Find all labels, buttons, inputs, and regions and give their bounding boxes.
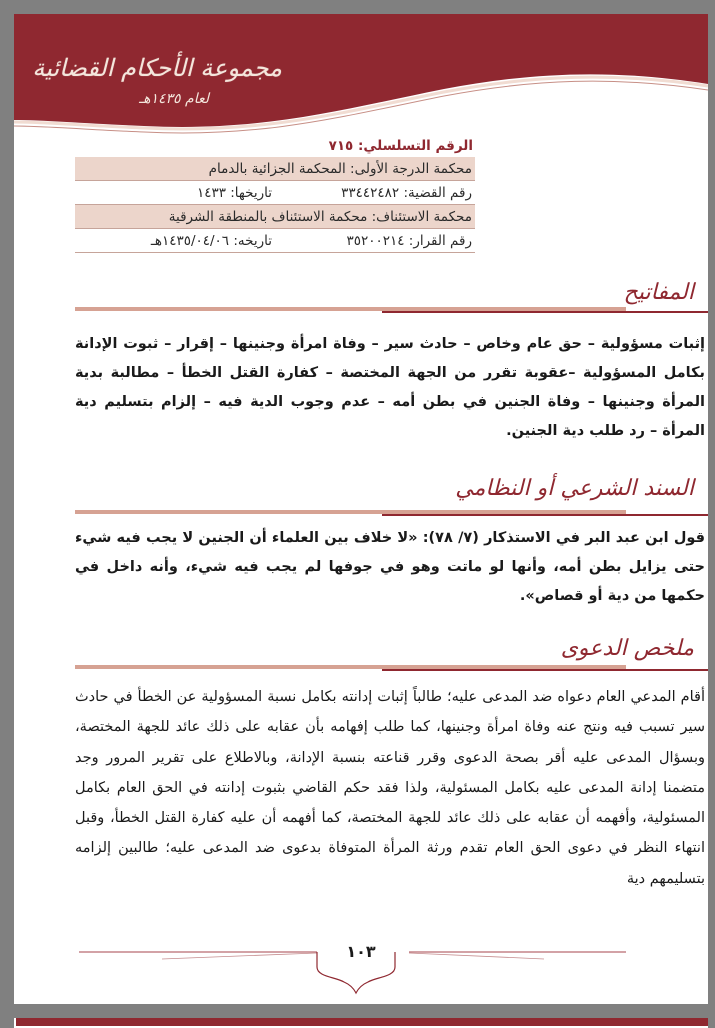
summary-heading: ملخص الدعوى [560,636,694,661]
serial-number: الرقم التسلسلي: ٧١٥ [328,138,473,154]
next-page-header-band [16,1018,708,1026]
info-row-case-number [75,181,475,205]
appeal-court-label: محكمة الاستئناف: محكمة الاستئناف بالمنطقة الشرقية [168,209,472,225]
keywords-heading: المفاتيح [623,280,694,305]
page-number: ١٠٣ [346,942,376,961]
legal-basis-heading: السند الشرعي أو النظامي [455,476,694,501]
info-row-decision-number [75,229,475,253]
summary-text: أقام المدعي العام دعواه ضد المدعى عليه؛ طالباً إثبات إدانته بكامل نسبة المسؤولية عن الخطأ في حادث سير تسبب فيه ونتج عنه وفاة امرأة وجنينها، كما طلب إفهامه بأن عقابه على ذلك عائد للجهة المختصة، وبسؤال المدعى عليه أقر بصحة الدعوى وقرر قناعته بنسبة الإدانة، وبالاطلاع على تقرير المرور وجد متضمنا إدانة المدعى عليه بكامل المسئولية، ولذا فقد حكم القاضي بثبوت إدانته في الحق العام بكامل المسئولية، وأفهمه أن عقابه على ذلك عائد للجهة المختصة، كما أفهمه أن عليه كفارة القتل الخطأ، وقبل انتهاء النظر في دعوى الحق العام تقدم ورثة المرأة المتوفاة بدعوى ضد المدعى عليه؛ طالبين إلزامه بتسليمهم دية [75,689,705,887]
case-number: رقم القضية: ٣٣٤٤٢٤٨٢ [341,185,472,201]
case-date: تاريخها: ١٤٣٣ [196,185,272,201]
keywords-text: إثبات مسؤولية – حق عام وخاص – حادث سير – وفاة امرأة وجنينها – إقرار – ثبوت الإدانة بكامل المسؤولية –عقوبة تقرر من الجهة المختصة – كفارة القتل الخطأ – مطالبة بدية المرأة وجنينها – وفاة الجنين في بطن أمه – عدم وجوب الدية فيه – إلزام بتسليم دية المرأة – رد طلب دية الجنين. [75,336,705,439]
info-row-first-court [75,157,475,181]
page-header [14,14,708,144]
keywords-divider [75,307,708,313]
summary-divider [75,665,708,671]
next-page-edge [14,1018,708,1028]
header-title: مجموعة الأحكام القضائية [32,54,282,82]
legal-basis-text: قول ابن عبد البر في الاستذكار (٧/ ٧٨): «لا خلاف بين العلماء أن الجنين لا يجب فيه شيء حتى يزايل بطن أمه، وأنها لو ماتت وهو في جوفها لم يجب فيه شيء، وأنه داخل في حكمها من دية أو قصاص». [75,530,705,604]
legal-basis-divider [75,510,708,516]
case-info-table [75,135,475,253]
document-page [14,14,708,1004]
info-row-appeal-court [75,205,475,229]
page-footer [14,919,708,999]
first-court-label: محكمة الدرجة الأولى: المحكمة الجزائية بالدمام [208,161,472,177]
header-subtitle: لعام ١٤٣٥هـ [139,91,209,107]
decision-date: تاريخه: ١٤٣٥/٠٤/٠٦هـ [150,233,272,249]
decision-number: رقم القرار: ٣٥٢٠٠٢١٤ [346,233,472,249]
